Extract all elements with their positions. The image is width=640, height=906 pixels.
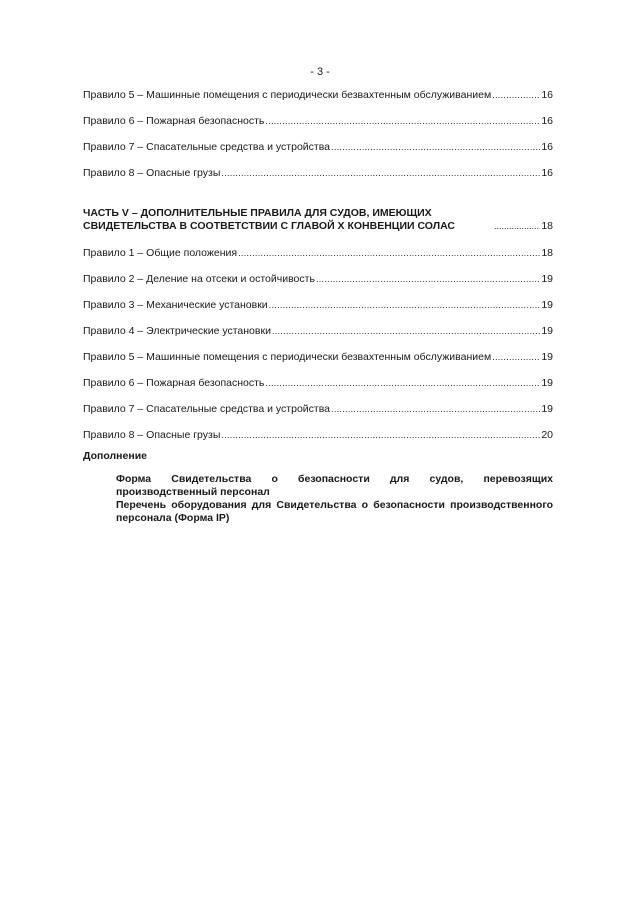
toc-leader-dots <box>331 141 540 154</box>
toc-entry[interactable] <box>83 141 553 154</box>
toc-entry-page: 16 <box>541 141 553 153</box>
toc-leader-dots <box>316 273 540 286</box>
part-title: ЧАСТЬ V – ДОПОЛНИТЕЛЬНЫЕ ПРАВИЛА ДЛЯ СУДОВ, ИМЕЮЩИХ СВИДЕТЕЛЬСТВА В СООТВЕТСТВИИ С ГЛАВОЙ X КОНВЕНЦИИ СОЛАС <box>83 207 455 232</box>
addendum-title: Дополнение <box>83 450 148 462</box>
toc-entry-label: Правило 8 – Опасные грузы <box>83 429 221 441</box>
toc-leader-dots <box>269 299 541 312</box>
toc-leader-dots <box>221 429 540 442</box>
toc-entry[interactable] <box>83 115 553 128</box>
toc-entry-page: 16 <box>541 167 553 179</box>
toc-leader-dots <box>265 377 540 390</box>
toc-leader-dots <box>238 247 540 260</box>
toc-entry-label: Правило 6 – Пожарная безопасность <box>83 115 265 127</box>
toc-entry-page: 19 <box>541 403 553 415</box>
toc-entry-page: 19 <box>541 273 553 285</box>
toc-entry-label: Правило 8 – Опасные грузы <box>83 167 221 179</box>
addendum-item[interactable]: Перечень оборудования для Свидетельства о безопасности производственного персонала (Форма IP) <box>116 499 553 524</box>
toc-entry-page: 19 <box>541 299 553 311</box>
toc-leader-dots <box>494 220 540 233</box>
toc-entry[interactable] <box>83 299 553 312</box>
toc-entry-page: 19 <box>541 325 553 337</box>
toc-entry[interactable] <box>83 403 553 416</box>
toc-entry[interactable] <box>83 429 553 442</box>
toc-entry[interactable] <box>83 351 553 364</box>
toc-entry-label: Правило 1 – Общие положения <box>83 247 238 259</box>
toc-leader-dots <box>492 351 540 364</box>
part-page: 18 <box>541 220 553 232</box>
toc-entry-label: Правило 3 – Механические установки <box>83 299 268 311</box>
toc-entry[interactable] <box>83 273 553 286</box>
toc-entry-page: 19 <box>541 377 553 389</box>
toc-entry-page: 16 <box>541 115 553 127</box>
toc-leader-dots <box>265 115 540 128</box>
toc-entry[interactable] <box>83 247 553 260</box>
toc-leader-dots <box>221 167 540 180</box>
page-number: - 3 - <box>310 66 330 78</box>
toc-leader-dots <box>331 403 540 416</box>
toc-leader-dots <box>272 325 540 338</box>
addendum-item[interactable]: Форма Свидетельства о безопасности для судов, перевозящих производственный персонал <box>116 473 553 498</box>
toc-entry-label: Правило 6 – Пожарная безопасность <box>83 377 265 389</box>
toc-entry-label: Правило 7 – Спасательные средства и устройства <box>83 141 331 153</box>
toc-leader-dots <box>492 89 540 102</box>
toc-entry-page: 16 <box>541 89 553 101</box>
toc-entry-label: Правило 4 – Электрические установки <box>83 325 271 337</box>
toc-part-heading[interactable] <box>83 207 553 233</box>
toc-group-part-iv <box>83 89 553 180</box>
toc-entry[interactable] <box>83 377 553 390</box>
addendum-list <box>83 473 553 525</box>
toc-entry-label: Правило 2 – Деление на отсеки и остойчивость <box>83 273 315 285</box>
toc-entry-label: Правило 5 – Машинные помещения с периодически безвахтенным обслуживанием <box>83 351 492 363</box>
toc-entry[interactable] <box>83 89 553 102</box>
toc-entry[interactable] <box>83 167 553 180</box>
table-of-contents <box>83 89 553 525</box>
toc-entry-page: 19 <box>541 351 553 363</box>
toc-entry-label: Правило 7 – Спасательные средства и устройства <box>83 403 331 415</box>
toc-entry-page: 20 <box>541 429 553 441</box>
toc-entry-page: 18 <box>541 247 553 259</box>
toc-entry[interactable] <box>83 325 553 338</box>
toc-group-part-v <box>83 247 553 442</box>
toc-entry-label: Правило 5 – Машинные помещения с периодически безвахтенным обслуживанием <box>83 89 492 101</box>
